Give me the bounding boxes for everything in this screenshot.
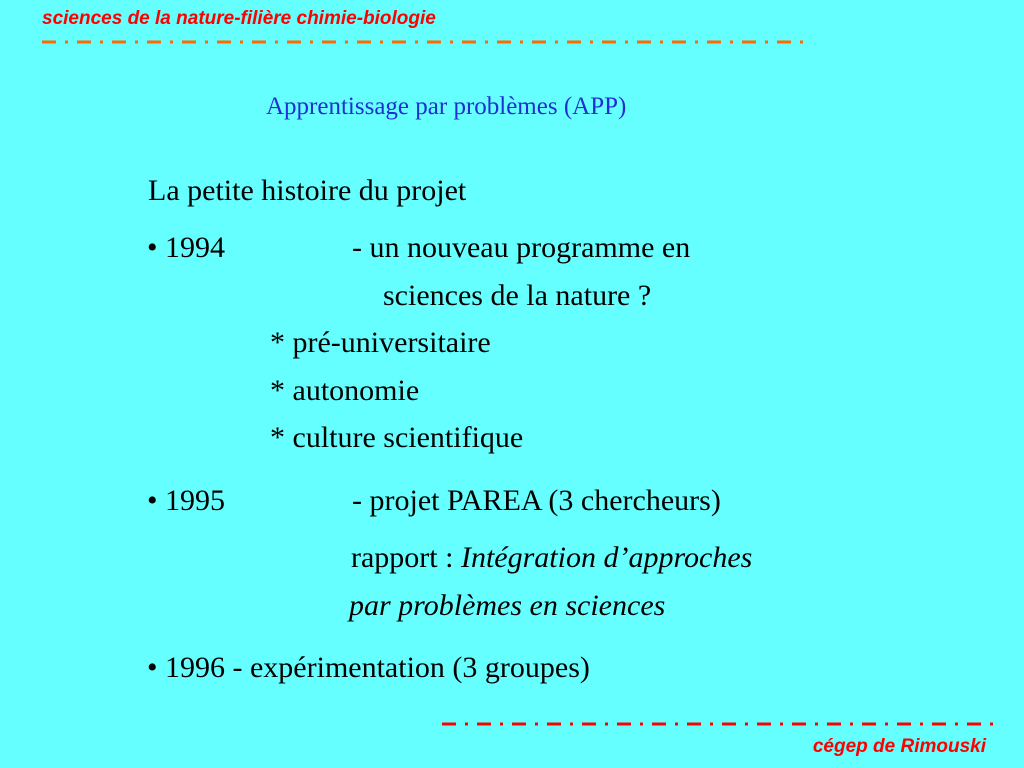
year-1994: • 1994 <box>147 231 226 264</box>
item-1994-sub1: * pré-universitaire <box>270 326 491 359</box>
item-1994-line2: sciences de la nature ? <box>383 279 652 312</box>
item-1994-sub2: * autonomie <box>270 374 420 407</box>
item-1996: • 1996 - expérimentation (3 groupes) <box>147 651 590 684</box>
footer-label: cégep de Rimouski <box>812 736 986 757</box>
item-1995-line1: - projet PAREA (3 chercheurs) <box>352 484 721 517</box>
item-1994-sub3: * culture scientifique <box>270 421 524 454</box>
year-1995: • 1995 <box>147 484 226 517</box>
item-1995-report <box>351 543 752 573</box>
content-heading: La petite histoire du projet <box>148 174 467 207</box>
item-1994-line1: - un nouveau programme en <box>352 231 691 264</box>
report-prefix: rapport : <box>351 541 461 574</box>
report-title-line2: par problèmes en sciences <box>349 589 666 622</box>
report-title-line1: Intégration d’approches <box>460 541 753 574</box>
slide-subtitle: Apprentissage par problèmes (APP) <box>266 93 627 120</box>
header-dashed-rule <box>40 38 810 46</box>
footer-dashed-rule <box>440 720 996 728</box>
header-label: sciences de la nature-filière chimie-biologie <box>42 8 436 29</box>
